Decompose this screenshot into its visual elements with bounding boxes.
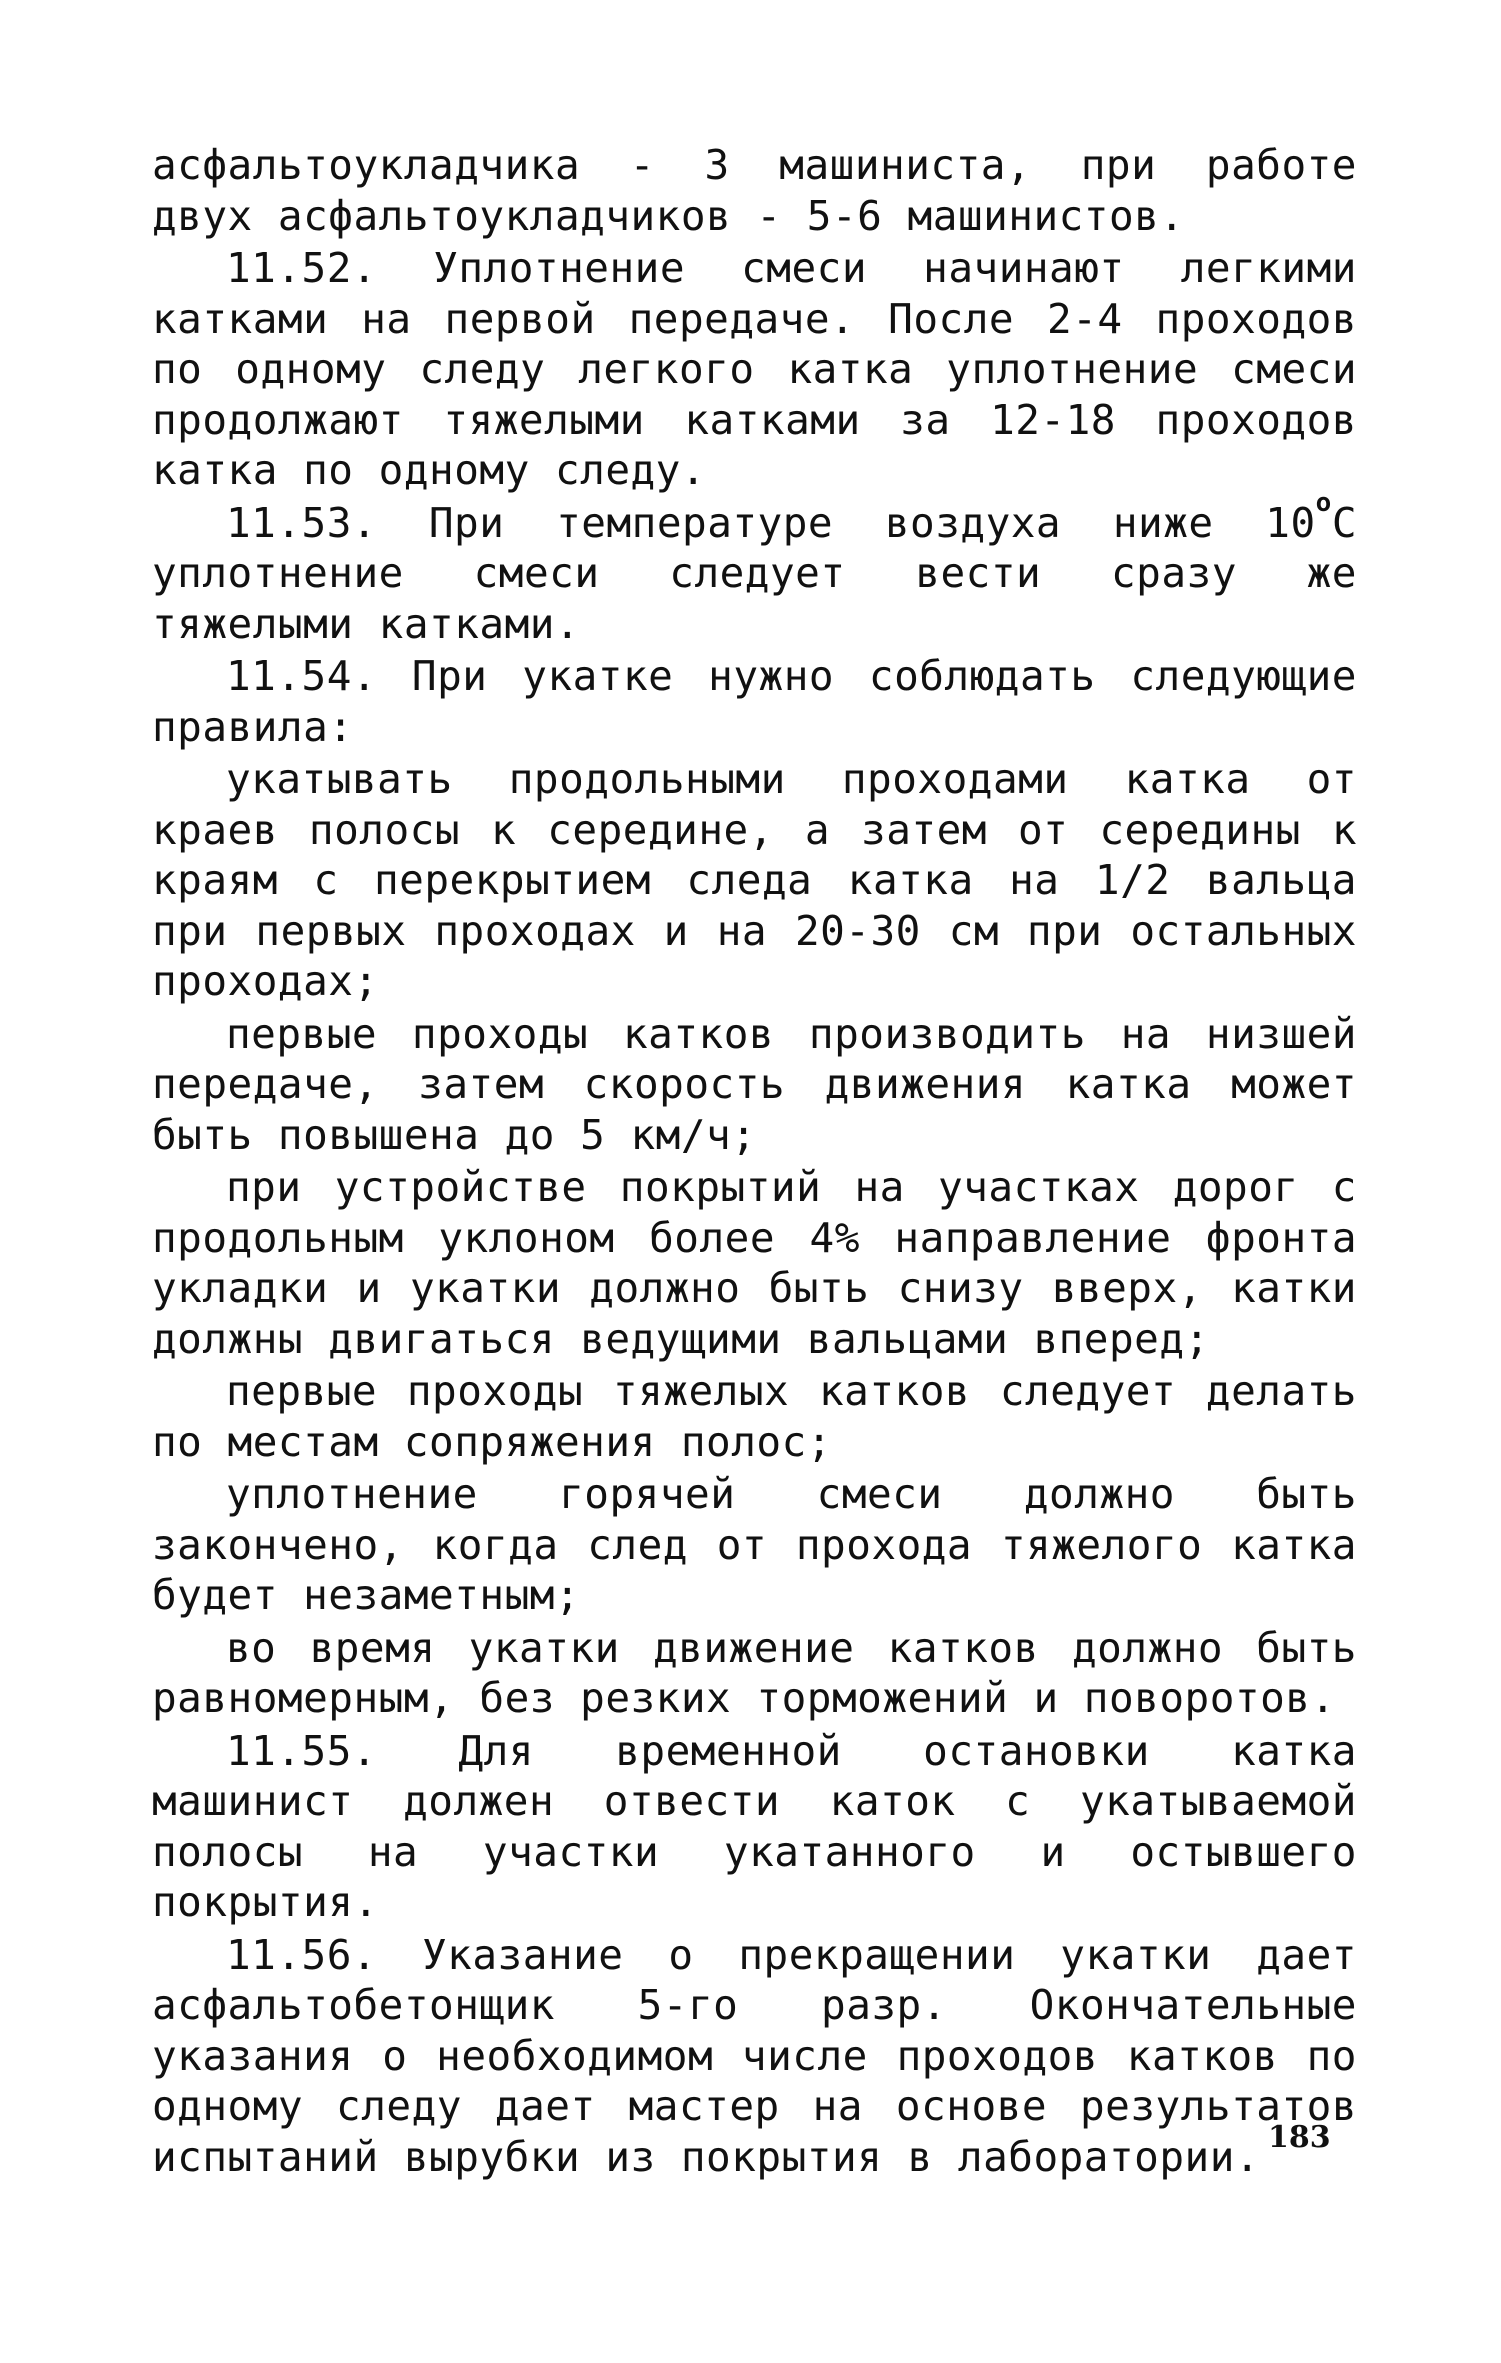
paragraph-machinists: асфальтоукладчика - 3 машиниста, при работе двух асфальтоукладчиков - 5-6 машинистов. — [152, 141, 1357, 240]
rule-heavy-roller-joints: первые проходы тяжелых катков следует делать по местам сопряжения полос; — [152, 1367, 1357, 1466]
page-body — [152, 140, 1357, 2184]
degree-superscript: о — [1315, 487, 1332, 518]
rule-slope-direction: при устройстве покрытий на участках дорог с продольным уклоном более 4% направление фронта укладки и укатки должно быть снизу вверх, катки должны двигаться ведущими вальцами вперед; — [152, 1163, 1357, 1363]
paragraph-11-52: 11.52. Уплотнение смеси начинают легкими катками на первой передаче. После 2-4 проходов по одному следу легкого катка уплотнение смеси продолжают тяжелыми катками за 12-18 проходов катка по одному следу. — [152, 244, 1357, 494]
paragraph-11-53 — [152, 487, 1357, 650]
page-number: 183 — [1268, 2120, 1331, 2155]
rule-compaction-finished: уплотнение горячей смеси должно быть закончено, когда след от прохода тяжелого катка будет незаметным; — [152, 1470, 1357, 1619]
paragraph-11-53-start: 11.53. При температуре воздуха ниже 10 — [226, 498, 1316, 547]
paragraph-11-55: 11.55. Для временной остановки катка машинист должен отвести каток с укатываемой полосы на участки укатанного и остывшего покрытия. — [152, 1726, 1357, 1926]
rule-first-passes-low-gear: первые проходы катков производить на низшей передаче, затем скорость движения катка может быть повышена до 5 км/ч; — [152, 1009, 1357, 1159]
paragraph-11-54: 11.54. При укатке нужно соблюдать следующие правила: — [152, 652, 1357, 751]
paragraph-11-56: 11.56. Указание о прекращении укатки дает асфальтобетонщик 5-го разр. Окончательные указания о необходимом числе проходов катков по одному следу дает мастер на основе результатов испытаний вырубки из покрытия в лаборатории. — [152, 1930, 1357, 2181]
rule-uniform-movement: во время укатки движение катков должно быть равномерным, без резких торможений и поворотов. — [152, 1623, 1357, 1722]
rule-longitudinal-passes: укатывать продольными проходами катка от краев полосы к середине, а затем от середины к краям с перекрытием следа катка на 1/2 вальца при первых проходах и на 20-30 см при остальных проходах; — [152, 755, 1357, 1005]
paragraph-11-53-end: С уплотнение смеси следует вести сразу же тяжелыми катками. — [152, 498, 1357, 648]
